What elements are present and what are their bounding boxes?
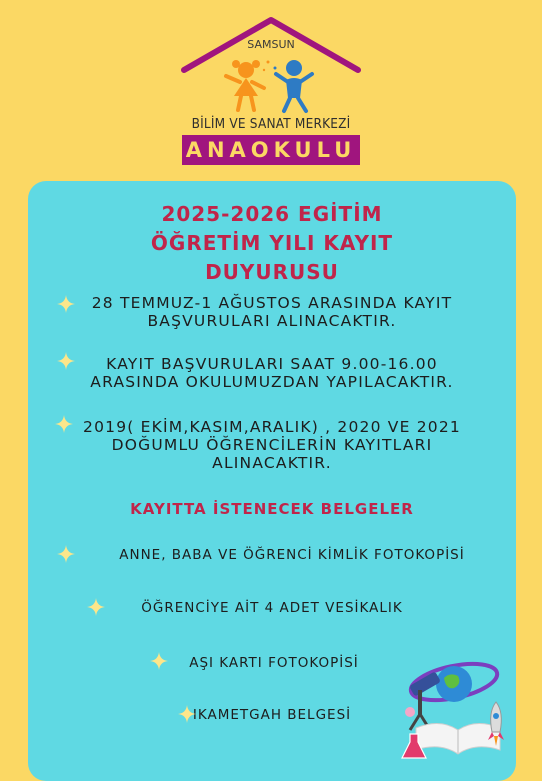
info-line: ALINACAKTIR. bbox=[212, 454, 332, 472]
document-item: ÖĞRENCİYE AİT 4 ADET VESİKALIK bbox=[141, 600, 403, 616]
science-book-icon bbox=[396, 650, 520, 762]
sparkle-icon bbox=[55, 415, 73, 433]
sparkle-icon bbox=[150, 652, 168, 670]
document-item: ANNE, BABA VE ÖĞRENCİ KİMLİK FOTOKOPİSİ bbox=[119, 547, 465, 563]
sparkle-icon bbox=[57, 295, 75, 313]
school-logo bbox=[0, 0, 542, 175]
school-type-banner: ANAOKULU bbox=[182, 135, 360, 165]
info-paragraph bbox=[28, 418, 516, 472]
info-paragraph bbox=[28, 294, 516, 330]
info-line: DOĞUMLU ÖĞRENCİLERİN KAYITLARI bbox=[111, 436, 433, 454]
documents-heading: KAYITTA İSTENECEK BELGELER bbox=[130, 500, 414, 518]
title-line: ÖĞRETİM YILI KAYIT bbox=[150, 231, 394, 255]
info-line: KAYIT BAŞVURULARI SAAT 9.00-16.00 bbox=[106, 355, 438, 373]
info-line: 2019( EKİM,KASIM,ARALIK) , 2020 VE 2021 bbox=[83, 418, 461, 436]
info-paragraph bbox=[28, 355, 516, 391]
sparkle-icon bbox=[87, 598, 105, 616]
children-icon bbox=[218, 56, 324, 114]
announcement-title bbox=[28, 200, 516, 287]
document-item: AŞI KARTI FOTOKOPİSİ bbox=[189, 655, 359, 671]
title-line: 2025-2026 EGİTİM bbox=[161, 202, 383, 226]
sparkle-icon bbox=[57, 352, 75, 370]
document-item: IKAMETGAH BELGESİ bbox=[192, 707, 352, 723]
sparkle-icon bbox=[57, 545, 75, 563]
info-line: ARASINDA OKULUMUZDAN YAPILACAKTIR. bbox=[90, 373, 454, 391]
center-name: BİLİM VE SANAT MERKEZİ bbox=[191, 116, 351, 132]
info-line: 28 TEMMUZ-1 AĞUSTOS ARASINDA KAYIT bbox=[91, 294, 453, 312]
title-line: DUYURUSU bbox=[205, 260, 339, 284]
info-line: BAŞVURULARI ALINACAKTIR. bbox=[147, 312, 397, 330]
sparkle-icon bbox=[178, 705, 196, 723]
city-name: SAMSUN bbox=[247, 38, 295, 51]
